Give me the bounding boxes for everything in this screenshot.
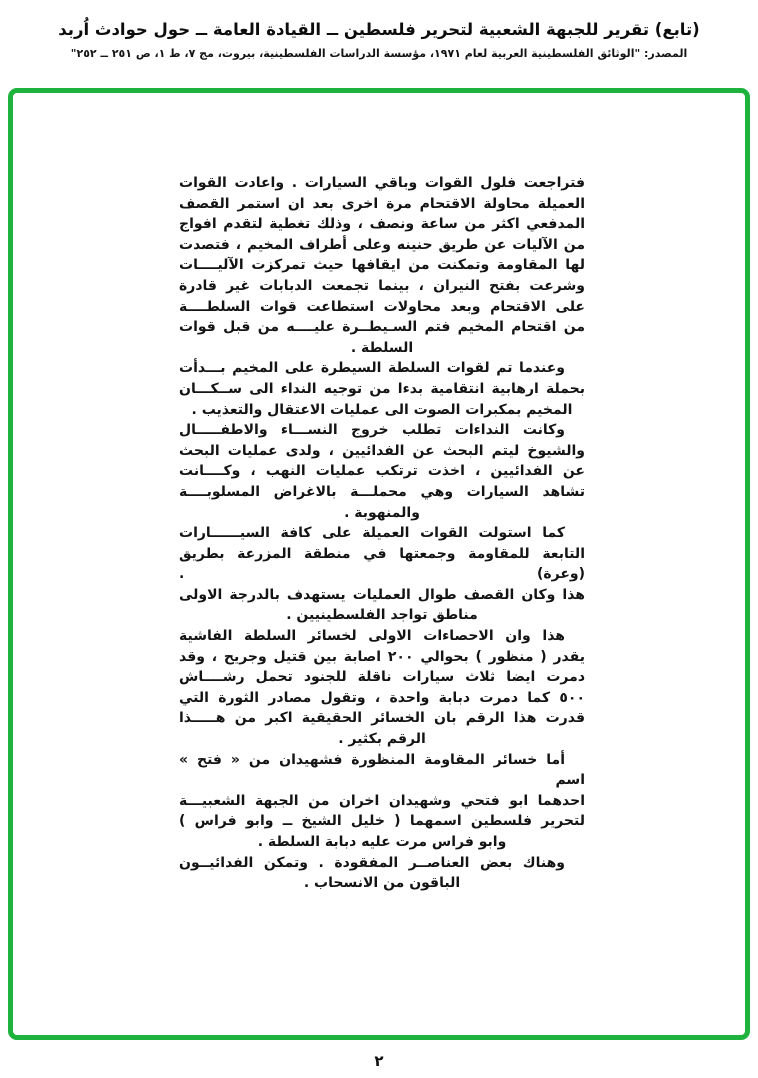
text-line: السلطة . [350, 339, 414, 356]
page-number: ٢ [374, 1052, 384, 1070]
text-line: وكانت النداءات تطلب خروج النســـاء والاطفـــــال [179, 422, 565, 439]
text-line: وشرعت بفتح النيران ، بينما تجمعت الدبابات غير قادرة [179, 277, 585, 294]
body-text [179, 173, 585, 894]
paragraph [179, 358, 585, 420]
text-line: من الآليات عن طريق حنينه وعلى أطراف المخيم ، فتصدت [179, 236, 585, 253]
text-line: الرقم بكثير . [338, 731, 426, 748]
text-line: الباقون من الانسحاب . [303, 875, 461, 892]
text-line: لتحرير فلسطين اسمهما ( خليل الشيخ ــ وابو فراس ) [179, 813, 585, 830]
text-line: كما استولت القوات العميلة على كافة السيــــــارات [179, 525, 565, 542]
text-line: ٥٠٠ كما دمرت دبابة واحدة ، وتقول مصادر الثورة التي [179, 689, 585, 706]
text-line: دمرت ايضا ثلاث سيارات ناقلة للجنود تحمل رشــــاش [179, 669, 585, 686]
text-line: المخيم بمكبرات الصوت الى عمليات الاعتقال والتعذيب . [191, 401, 573, 418]
text-line: من اقتحام المخيم فتم السـيطــرة عليــــه من قبل قوات [179, 319, 585, 336]
text-line: المدفعي اكثر من ساعة ونصف ، وذلك تغطية لتقدم افواج [179, 216, 585, 233]
paragraph [179, 626, 585, 750]
content-border-frame [8, 88, 750, 1040]
text-line: وعندما تم لقوات السلطة السيطرة على المخيم بـــدأت [179, 360, 565, 377]
text-line: لها المقاومة وتمكنت من ايقافها حيث تمركزت الآليــــات [179, 257, 585, 274]
text-line: والشيوخ ليتم البحث عن الفدائيين ، ولدى عمليات البحث [179, 442, 585, 459]
text-line: هذا وان الاحصاءات الاولى لخسائر السلطة الفاشية [179, 628, 565, 645]
paragraph [179, 420, 585, 523]
text-line: احدهما ابو فتحي وشهيدان اخران من الجبهة الشعبيـــة [179, 792, 585, 809]
document-source-line: المصدر: "الوثائق الفلسطينية العربية لعام ١٩٧١، مؤسسة الدراسات الفلسطينية، بيروت، مج ٧، ط ١، ص ٢٥١ ــ ٢٥٢" [70, 46, 688, 60]
text-line: العميلة محاولة الاقتحام مرة اخرى بعد ان استمر القصف [179, 195, 585, 212]
text-line: تشاهد السيارات وهي محملـــة بالاغراض المسلوبــــة [179, 483, 585, 500]
paragraph [179, 750, 585, 853]
document-title: (تابع) تقرير للجبهة الشعبية لتحرير فلسطين ــ القيادة العامة ــ حول حوادث اُربد [58, 20, 700, 39]
text-line: بحملة ارهابية انتقامية بدءا من توجيه النداء الى ســكـــان [179, 380, 585, 397]
text-line: والمنهوبة . [344, 504, 420, 521]
text-line: فتراجعت فلول القوات وباقي السيارات . واعادت القوات [179, 175, 585, 191]
text-line: على الاقتحام وبعد محاولات استطاعت قوات السلطــــة [179, 298, 585, 315]
text-line: وهناك بعض العناصــر المفقودة . وتمكن الفدائيــون [179, 854, 565, 871]
document-header [0, 18, 758, 60]
paragraph [179, 523, 585, 626]
text-line: عن الفدائيين ، اخذت ترتكب عمليات النهب ، وكــــانت [179, 463, 585, 480]
text-line: وابو فراس مرت عليه دبابة السلطة . [257, 834, 507, 850]
text-line: مناطق تواجد الفلسطينيين . [286, 607, 478, 624]
text-line: يقدر ( منظور ) بحوالي ٢٠٠ اصابة بين قتيل وجريح ، وقد [179, 648, 585, 665]
text-line: أما خسائر المقاومة المنظورة فشهيدان من « فتح » اسم [179, 751, 585, 789]
paragraph [179, 853, 585, 894]
text-line: هذا وكان القصف طوال العمليات يستهدف بالدرجة الاولى [179, 586, 585, 603]
paragraph [179, 173, 585, 358]
text-line: قدرت هذا الرقم بان الخسائر الحقيقية اكبر من هـــــذا [179, 710, 585, 727]
text-line: التابعة للمقاومة وجمعتها في منطقة المزرعة بطريق (وعرة) . [179, 545, 585, 583]
